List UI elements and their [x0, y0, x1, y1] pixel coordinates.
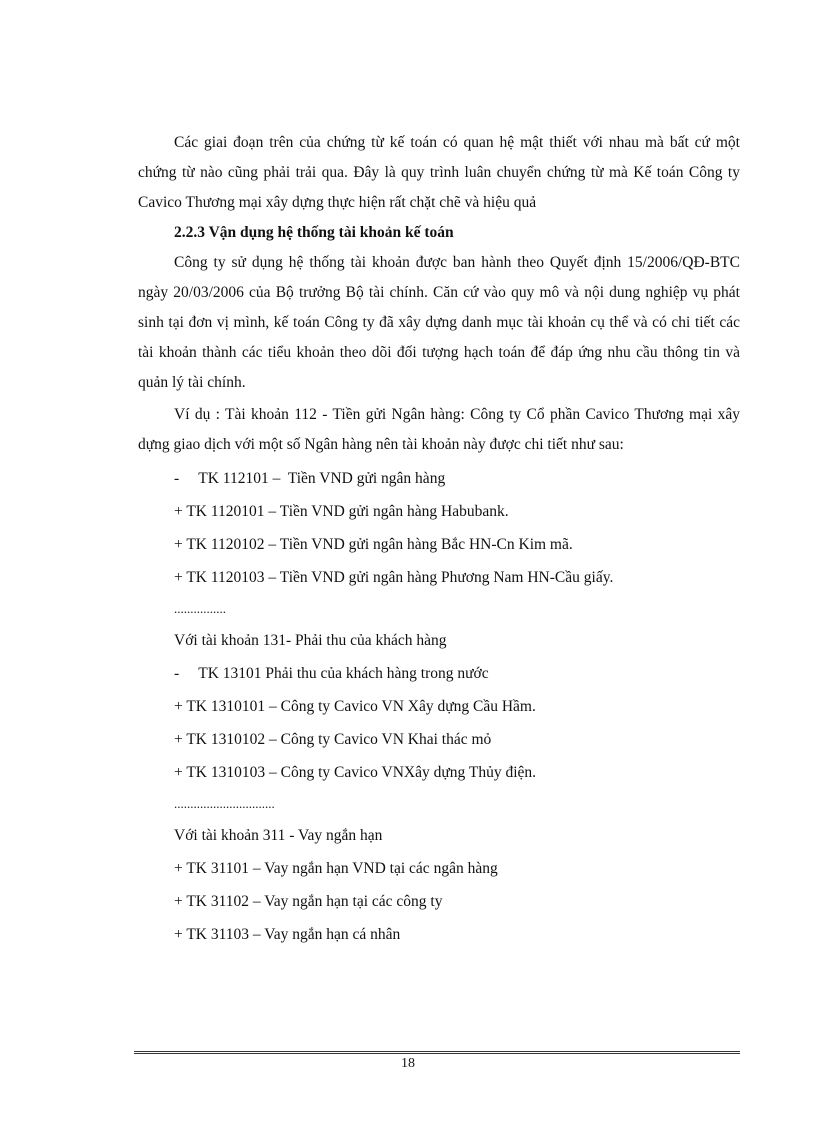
list-item: + TK 1120102 – Tiền VND gửi ngân hàng Bắc HN-Cn Kim mã. [174, 536, 573, 553]
ellipsis-dots: ................ [174, 601, 226, 616]
list-item: + TK 31103 – Vay ngắn hạn cá nhân [174, 926, 401, 943]
list-item: + TK 31101 – Vay ngắn hạn VND tại các ngân hàng [174, 860, 498, 877]
tk131-title: Với tài khoản 131- Phải thu của khách hàng [174, 632, 447, 649]
tk112-list [138, 462, 740, 594]
intro-paragraph: Các giai đoạn trên của chứng từ kế toán có quan hệ mật thiết với nhau mà bất cứ một chứng từ nào cũng phải trải qua. Đây là quy trình luân chuyển chứng từ mà Kế toán Công ty Cavico Thương mại xây dựng thực hiện rất chặt chẽ và hiệu quả [138, 134, 740, 211]
list-item: + TK 1120103 – Tiền VND gửi ngân hàng Phương Nam HN-Cầu giấy. [174, 569, 614, 586]
page-number: 18 [401, 1056, 415, 1071]
document-page [138, 128, 740, 951]
tk131-list [138, 657, 740, 789]
tk311-title: Với tài khoản 311 - Vay ngắn hạn [174, 827, 383, 844]
account-system-paragraph: Công ty sử dụng hệ thống tài khoản được ban hành theo Quyết định 15/2006/QĐ-BTC ngày 20/03/2006 của Bộ trưởng Bộ tài chính. Căn cứ vào quy mô và nội dung nghiệp vụ phát sinh tại đơn vị mình, kế toán Công ty đã xây dựng danh mục tài khoản cụ thể và có chi tiết các tài khoản thành các tiểu khoản theo dõi đối tượng hạch toán để đáp ứng nhu cầu thông tin và quản lý tài chính. [138, 254, 740, 391]
section-heading: 2.2.3 Vận dụng hệ thống tài khoản kế toán [174, 224, 454, 241]
list-item: + TK 1120101 – Tiền VND gửi ngân hàng Habubank. [174, 503, 509, 520]
list-item: + TK 1310102 – Công ty Cavico VN Khai thác mỏ [174, 731, 492, 748]
list-item: - TK 13101 Phải thu của khách hàng trong nước [174, 665, 489, 682]
list-item: - TK 112101 – Tiền VND gửi ngân hàng [174, 470, 446, 487]
tk311-list [138, 852, 740, 951]
ellipsis-dots: ............................... [174, 796, 275, 811]
list-item: + TK 1310103 – Công ty Cavico VNXây dựng Thủy điện. [174, 764, 537, 781]
example-paragraph: Ví dụ : Tài khoản 112 - Tiền gửi Ngân hàng: Công ty Cổ phần Cavico Thương mại xây dựng giao dịch với một số Ngân hàng nên tài khoản này được chi tiết như sau: [138, 406, 740, 453]
list-item: + TK 31102 – Vay ngắn hạn tại các công ty [174, 893, 443, 910]
list-item: + TK 1310101 – Công ty Cavico VN Xây dựng Cầu Hầm. [174, 698, 536, 715]
